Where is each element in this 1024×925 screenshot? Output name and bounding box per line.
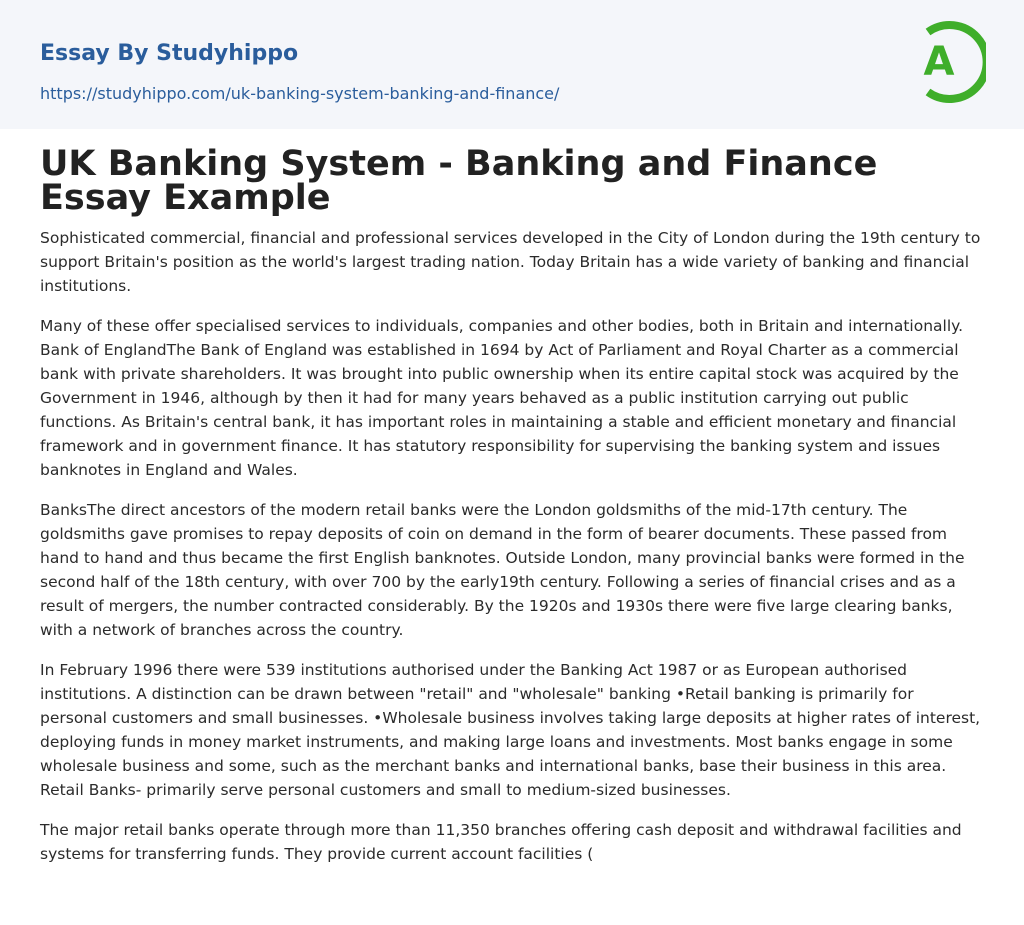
site-header xyxy=(0,0,1024,129)
article-paragraph: Many of these offer specialised services to individuals, companies and other bodies, both in Britain and internationally. Bank of EnglandThe Bank of England was established in 1694 by Act of Parliament and Royal Charter as a commercial bank with private shareholders. It was brought into public ownership when its entire capital stock was acquired by the Government in 1946, although by then it had for many years behaved as a public institution carrying out public functions. As Britain's central bank, it has important roles in maintaining a stable and efficient monetary and financial framework and in government finance. It has statutory responsibility for supervising the banking system and issues banknotes in England and Wales. xyxy=(40,317,964,479)
article-paragraph: Sophisticated commercial, financial and professional services developed in the City of London during the 19th century to support Britain's position as the world's largest trading nation. Today Britain has a wide variety of banking and financial institutions. xyxy=(40,229,981,295)
article-paragraph: BanksThe direct ancestors of the modern retail banks were the London goldsmiths of the mid-17th century. The goldsmiths gave promises to repay deposits of coin on demand in the form of bearer documents. These passed from hand to hand and thus became the first English banknotes. Outside London, many provincial banks were formed in the second half of the 18th century, with over 700 by the early19th century. Following a series of financial crises and as a result of mergers, the number contracted considerably. By the 1920s and 1930s there were five large clearing banks, with a network of branches across the country. xyxy=(40,501,965,639)
article-paragraph: In February 1996 there were 539 institutions authorised under the Banking Act 1987 or as European authorised institutions. A distinction can be drawn between "retail" and "wholesale" banking •Retail banking is primarily for personal customers and small businesses. •Wholesale business involves taking large deposits at higher rates of interest, deploying funds in money market instruments, and making large loans and investments. Most banks engage in some wholesale business and some, such as the merchant banks and international banks, base their business in this area. Retail Banks- primarily serve personal customers and small to medium-sized businesses. xyxy=(40,661,981,799)
studyhippo-logo-icon[interactable] xyxy=(912,19,986,105)
site-brand[interactable]: Essay By Studyhippo xyxy=(40,41,299,66)
article-body xyxy=(40,226,984,866)
logo-letter: A xyxy=(923,39,955,85)
article-title: UK Banking System - Banking and Finance Essay Example xyxy=(40,144,878,218)
source-url-link[interactable]: https://studyhippo.com/uk-banking-system-banking-and-finance/ xyxy=(40,84,560,103)
article-paragraph: The major retail banks operate through more than 11,350 branches offering cash deposit and withdrawal facilities and systems for transferring funds. They provide current account facilities ( xyxy=(40,821,962,863)
article xyxy=(40,144,984,882)
